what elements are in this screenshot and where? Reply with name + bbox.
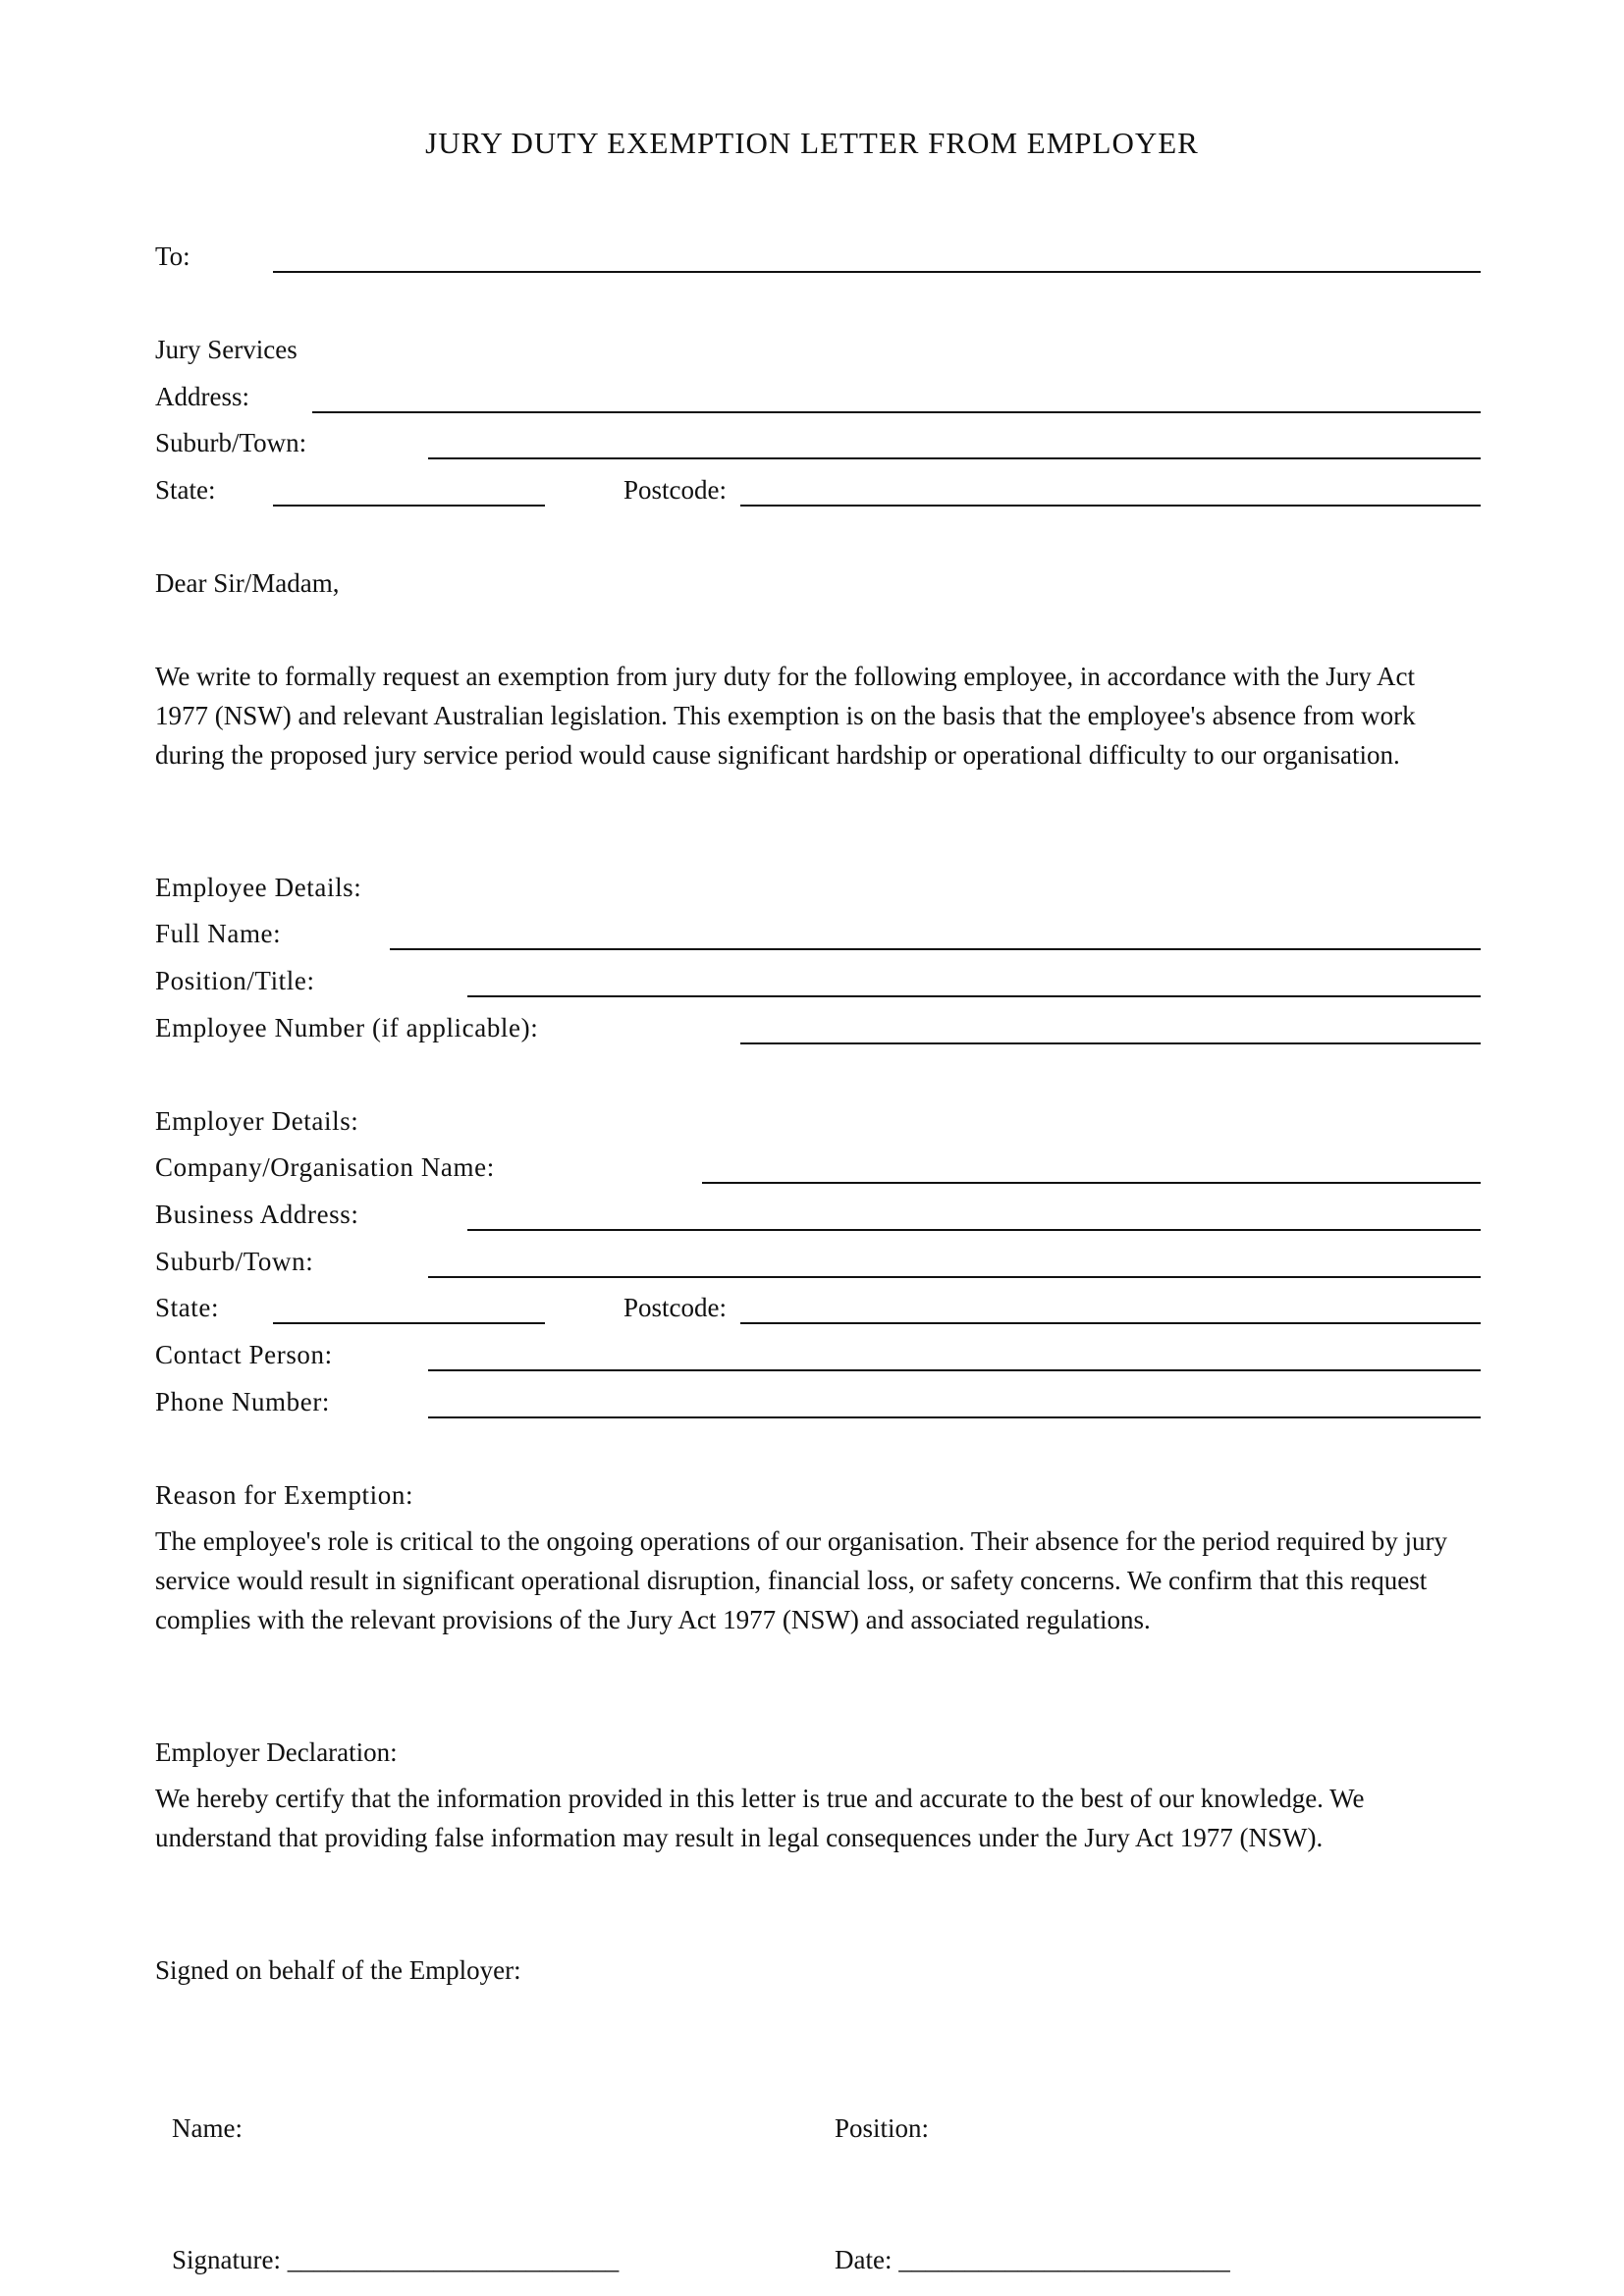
suburb-label: Suburb/Town: xyxy=(155,428,307,457)
position-title-label: Position/Title: xyxy=(155,966,315,995)
declaration-paragraph: We hereby certify that the information provided in this letter is true and accurate to the best of our knowledge. We understand that providing false information may result in legal consequences under the Jury Act 1977 (NSW). xyxy=(155,1784,1365,1852)
employer-suburb-field[interactable] xyxy=(428,1276,1481,1278)
phone-number-label: Phone Number: xyxy=(155,1387,331,1416)
phone-number-field[interactable] xyxy=(428,1416,1481,1418)
postcode-label: Postcode: xyxy=(623,475,727,505)
company-name-field[interactable] xyxy=(702,1182,1481,1184)
employer-postcode-field[interactable] xyxy=(740,1322,1481,1324)
to-label: To: xyxy=(155,241,190,271)
employee-number-field[interactable] xyxy=(740,1042,1481,1044)
signoff-position-label: Position: xyxy=(835,2113,930,2143)
employer-state-label: State: xyxy=(155,1293,220,1322)
salutation: Dear Sir/Madam, xyxy=(155,568,340,598)
page-title: JURY DUTY EXEMPTION LETTER FROM EMPLOYER xyxy=(425,126,1199,160)
employer-state-field[interactable] xyxy=(273,1322,545,1324)
company-name-label: Company/Organisation Name: xyxy=(155,1152,495,1182)
address-field[interactable] xyxy=(312,411,1481,413)
signed-on-behalf-label: Signed on behalf of the Employer: xyxy=(155,1955,521,1985)
state-label: State: xyxy=(155,475,216,505)
signoff-name-label: Name: xyxy=(172,2113,243,2143)
reason-heading: Reason for Exemption: xyxy=(155,1480,414,1510)
business-address-field[interactable] xyxy=(467,1229,1481,1231)
employer-postcode-label: Postcode: xyxy=(623,1293,727,1322)
business-address-label: Business Address: xyxy=(155,1200,359,1229)
contact-person-label: Contact Person: xyxy=(155,1340,333,1369)
postcode-field[interactable] xyxy=(740,505,1481,507)
signature-field[interactable]: Signature: _________________________ xyxy=(172,2245,620,2274)
position-title-field[interactable] xyxy=(467,995,1481,997)
date-field[interactable]: Date: _________________________ xyxy=(835,2245,1230,2274)
address-label: Address: xyxy=(155,382,249,411)
intro-paragraph: We write to formally request an exemption from jury duty for the following employee, in accordance with the Jury Act 1977 (NSW) and relevant Australian legislation. This exemption is on the basis that the employee's absence from work during the proposed jury service period would cause significant hardship or operational difficulty to our organisation. xyxy=(155,662,1416,770)
full-name-field[interactable] xyxy=(390,948,1481,950)
suburb-field[interactable] xyxy=(428,457,1481,459)
to-field[interactable] xyxy=(273,271,1481,273)
employer-suburb-label: Suburb/Town: xyxy=(155,1247,314,1276)
state-field[interactable] xyxy=(273,505,545,507)
contact-person-field[interactable] xyxy=(428,1369,1481,1371)
reason-paragraph: The employee's role is critical to the ongoing operations of our organisation. Their absence for the period required by jury service would result in significant operational disruption, financial loss, or safety concerns. We confirm that this request complies with the relevant provisions of the Jury Act 1977 (NSW) and associated regulations. xyxy=(155,1526,1447,1634)
employer-details-heading: Employer Details: xyxy=(155,1106,359,1136)
declaration-heading: Employer Declaration: xyxy=(155,1737,398,1767)
full-name-label: Full Name: xyxy=(155,919,282,948)
employee-number-label: Employee Number (if applicable): xyxy=(155,1013,539,1042)
recipient-org: Jury Services xyxy=(155,335,298,364)
employee-details-heading: Employee Details: xyxy=(155,873,362,902)
